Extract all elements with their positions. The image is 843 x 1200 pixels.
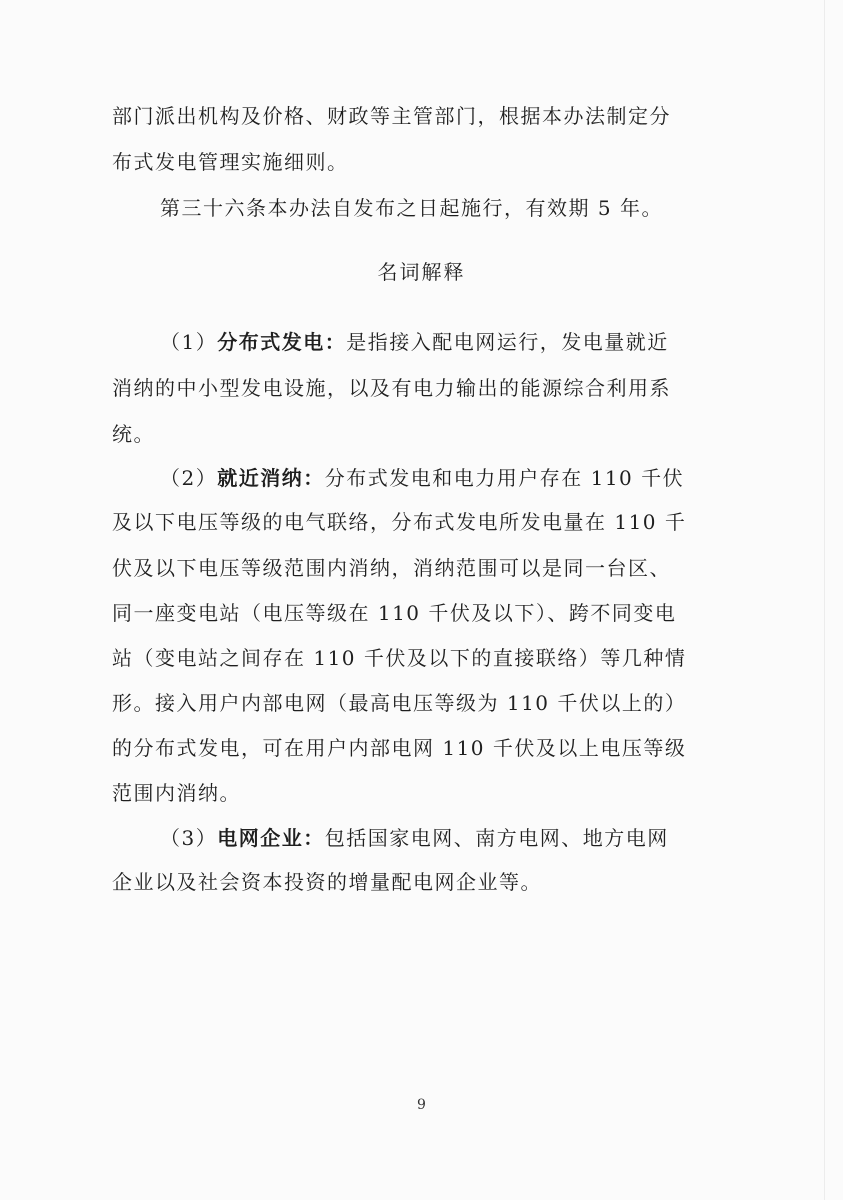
term-2-line: 伏及以下电压等级范围内消纳，消纳范围可以是同一台区、 bbox=[112, 556, 671, 580]
scan-edge-line bbox=[824, 0, 825, 1200]
term-2-line: 同一座变电站（电压等级在 110 千伏及以下）、跨不同变电 bbox=[112, 601, 677, 625]
term-3-line: 企业以及社会资本投资的增量配电网企业等。 bbox=[112, 870, 542, 894]
term-3-number: （3） bbox=[160, 826, 218, 850]
term-3-first-line bbox=[160, 822, 669, 851]
term-1-text: 是指接入配电网运行，发电量就近 bbox=[346, 330, 669, 354]
text-line: 布式发电管理实施细则。 bbox=[112, 150, 349, 174]
term-2-number: （2） bbox=[160, 466, 218, 490]
term-2-line: 站（变电站之间存在 110 千伏及以下的直接联络）等几种情 bbox=[112, 646, 687, 670]
term-1-line: 消纳的中小型发电设施，以及有电力输出的能源综合利用系 bbox=[112, 376, 671, 400]
page-number: 9 bbox=[417, 1097, 426, 1113]
text-line: 部门派出机构及价格、财政等主管部门，根据本办法制定分 bbox=[112, 104, 671, 128]
term-3-title: 电网企业： bbox=[217, 826, 325, 850]
term-1-number: （1） bbox=[160, 330, 218, 354]
term-2-line: 的分布式发电，可在用户内部电网 110 千伏及以上电压等级 bbox=[112, 736, 687, 760]
term-1-line: 统。 bbox=[112, 422, 155, 446]
article-36-line: 第三十六条本办法自发布之日起施行，有效期 5 年。 bbox=[160, 196, 663, 220]
term-2-first-line bbox=[160, 462, 684, 491]
section-heading: 名词解释 bbox=[377, 260, 466, 284]
term-2-line: 范围内消纳。 bbox=[112, 781, 241, 805]
term-2-title: 就近消纳： bbox=[217, 466, 325, 490]
term-2-text: 分布式发电和电力用户存在 110 千伏 bbox=[324, 466, 685, 490]
term-1-title: 分布式发电： bbox=[217, 330, 347, 354]
term-2-line: 形。接入用户内部电网（最高电压等级为 110 千伏以上的） bbox=[112, 691, 687, 715]
term-1-first-line bbox=[160, 326, 669, 355]
term-2-line: 及以下电压等级的电气联络，分布式发电所发电量在 110 千 bbox=[112, 510, 687, 534]
term-3-text: 包括国家电网、南方电网、地方电网 bbox=[324, 826, 669, 850]
